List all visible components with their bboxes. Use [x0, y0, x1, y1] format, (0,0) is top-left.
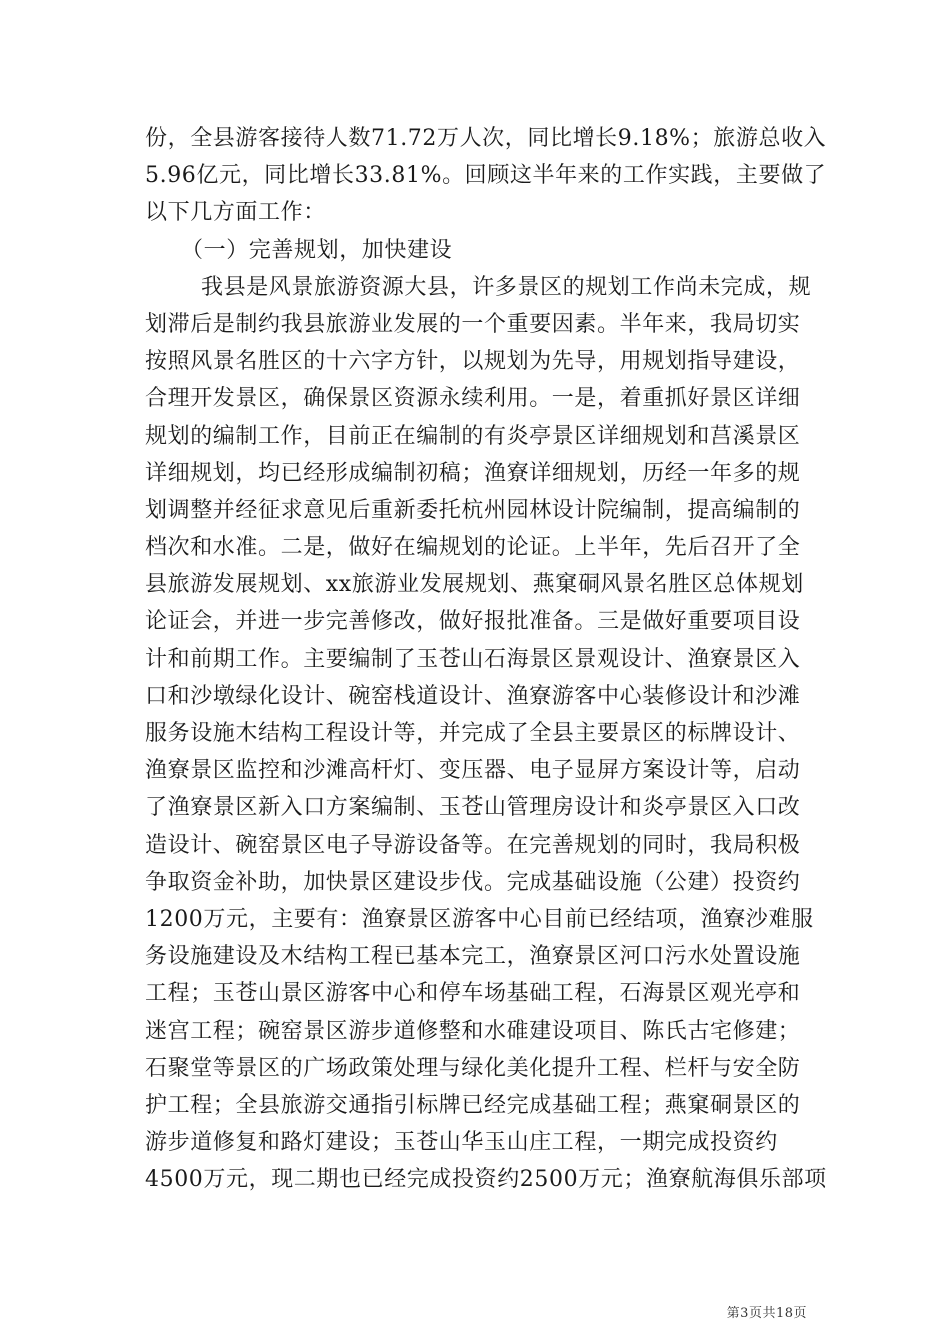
text-line: 划调整并经征求意见后重新委托杭州园林设计院编制，提高编制的	[145, 497, 801, 523]
text-line: 详细规划，均已经形成编制初稿；渔寮详细规划，历经一年多的规	[145, 460, 801, 486]
text-line: 5.96亿元，同比增长33.81%。回顾这半年来的工作实践，主要做了	[145, 163, 827, 189]
text-line: 1200万元，主要有：渔寮景区游客中心目前已经结项，渔寮沙难服	[145, 906, 814, 932]
text-line: 石聚堂等景区的广场政策处理与绿化美化提升工程、栏杆与安全防	[145, 1055, 801, 1081]
text-line: 合理开发景区，确保景区资源永续利用。一是，着重抓好景区详细	[145, 386, 801, 412]
section-heading: （一）完善规划，加快建设	[181, 237, 453, 263]
text-line: 档次和水准。二是，做好在编规划的论证。上半年，先后召开了全	[145, 535, 801, 561]
text-line: 份，全县游客接待人数71.72万人次，同比增长9.18%；旅游总收入	[145, 126, 827, 151]
text-line: 服务设施木结构工程设计等，并完成了全县主要景区的标牌设计、	[145, 721, 801, 746]
text-line: 了渔寮景区新入口方案编制、玉苍山管理房设计和炎亭景区入口改	[145, 795, 801, 821]
page-number-footer: 第3页共18页	[726, 1306, 807, 1321]
text-line: 论证会，并进一步完善修改，做好报批准备。三是做好重要项目设	[145, 609, 801, 635]
text-line: 计和前期工作。主要编制了玉苍山石海景区景观设计、渔寮景区入	[145, 646, 801, 672]
text-line: 口和沙墩绿化设计、碗窑栈道设计、渔寮游客中心装修设计和沙滩	[145, 683, 801, 709]
text-line: 按照风景名胜区的十六字方针，以规划为先导，用规划指导建设，	[145, 349, 801, 375]
text-line: 护工程；全县旅游交通指引标牌已经完成基础工程；燕窠硐景区的	[145, 1092, 801, 1118]
text-line: 务设施建设及木结构工程已基本完工，渔寮景区河口污水处置设施	[145, 944, 801, 970]
text-line: 争取资金补助，加快景区建设步伐。完成基础设施（公建）投资约	[145, 869, 801, 895]
text-line: 以下几方面工作：	[145, 200, 326, 226]
text-line: 县旅游发展规划、xx旅游业发展规划、燕窠硐风景名胜区总体规划	[145, 572, 804, 598]
text-line: 渔寮景区监控和沙滩高杆灯、变压器、电子显屏方案设计等，启动	[145, 758, 801, 784]
text-line: 4500万元，现二期也已经完成投资约2500万元；渔寮航海俱乐部项	[145, 1167, 827, 1193]
text-line: 规划的编制工作，目前正在编制的有炎亭景区详细规划和莒溪景区	[145, 423, 801, 449]
text-line: 造设计、碗窑景区电子导游设备等。在完善规划的同时，我局积极	[145, 832, 801, 858]
text-line: 游步道修复和路灯建设；玉苍山华玉山庄工程，一期完成投资约	[145, 1130, 778, 1156]
paragraph-first-line: 我县是风景旅游资源大县，许多景区的规划工作尚未完成，规	[201, 274, 812, 300]
body-text	[145, 120, 827, 1198]
text-line: 迷宫工程；碗窑景区游步道修整和水碓建设项目、陈氏古宅修建；	[145, 1018, 801, 1044]
text-line: 工程；玉苍山景区游客中心和停车场基础工程，石海景区观光亭和	[145, 981, 801, 1007]
text-line: 划滞后是制约我县旅游业发展的一个重要因素。半年来，我局切实	[145, 311, 801, 337]
